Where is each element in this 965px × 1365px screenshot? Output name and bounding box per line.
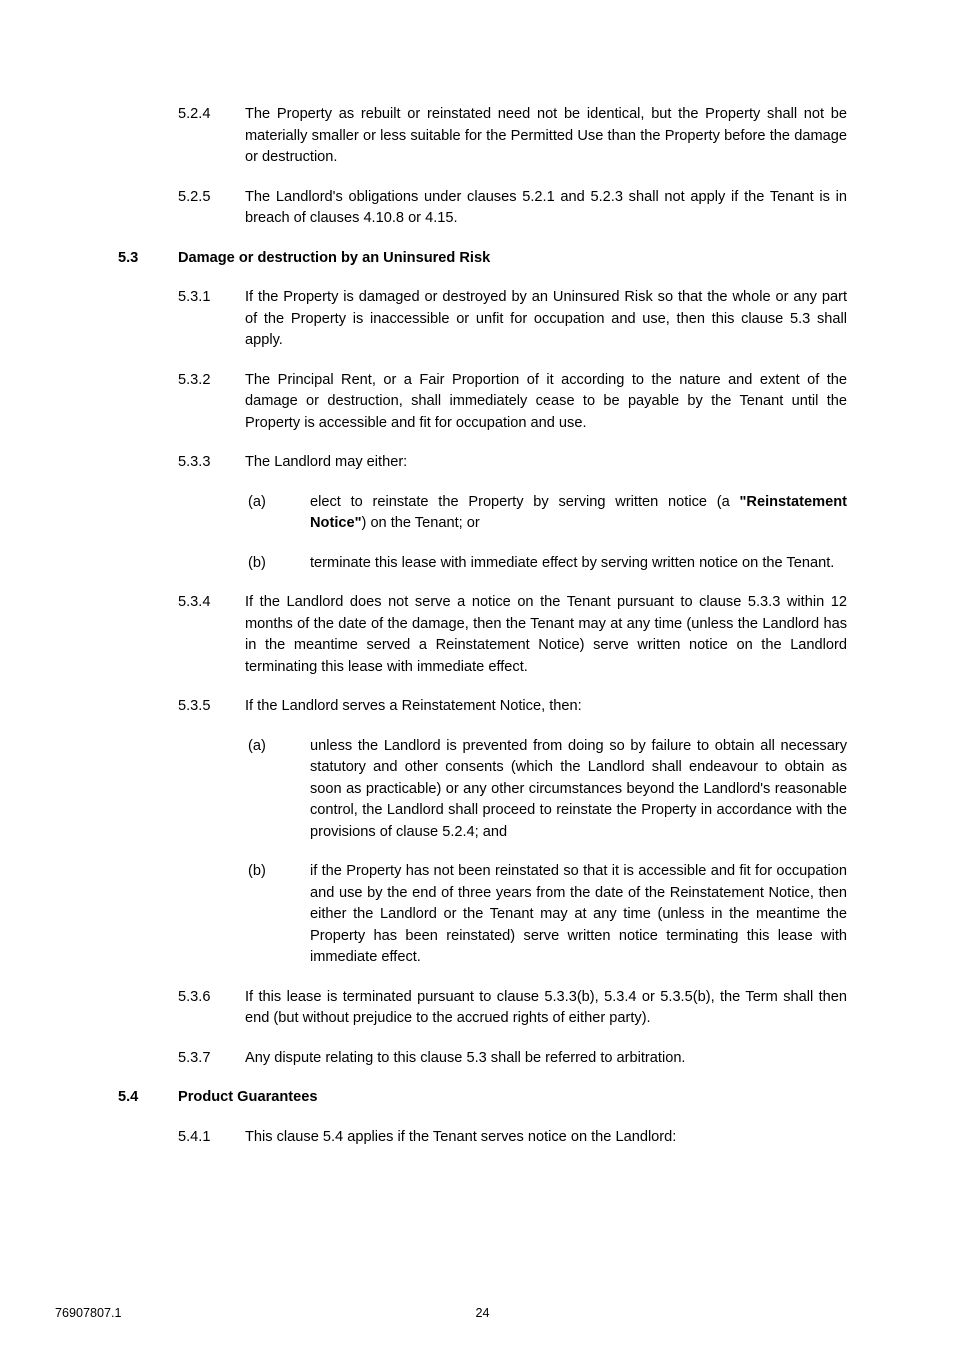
clause-item [118,987,847,1030]
clause-number: 5.3.4 [178,594,211,610]
clause-item [118,553,847,575]
clause-number: 5.4.1 [178,1128,211,1145]
clause-text: unless the Landlord is prevented from doing so by failure to obtain all necessary statutory and other consents (which the Landlord shall endeavour to obtain as soon as practicable) or any other circumstances beyond the Landlord's reasonable control, the Landlord shall proceed to reinstate the Property in accordance with the provisions of clause 5.2.4; and [310,737,847,840]
clause-item [118,592,847,678]
clause-item [118,287,847,352]
clause-text: If the Landlord does not serve a notice on the Tenant pursuant to clause 5.3.3 within 12 months of the date of the damage, then the Tenant may at any time (unless the Landlord has in the meantime served a Reinstatement Notice) serve written notice on the Landlord terminating this lease with immediate effect. [245,594,847,675]
clause-text: The Landlord may either: [245,454,408,470]
clause-text: Damage or destruction by an Uninsured Risk [178,249,491,266]
clause-item [118,452,847,474]
clause-number: 5.3.1 [178,289,211,305]
clause-number: 5.3 [118,249,139,266]
clause-item [118,104,847,169]
clause-item [118,696,847,718]
clause-number: 5.3.7 [178,1049,211,1066]
clause-item [118,736,847,844]
clause-text: This clause 5.4 applies if the Tenant serves notice on the Landlord: [245,1128,677,1145]
clause-text: If this lease is terminated pursuant to clause 5.3.3(b), 5.3.4 or 5.3.5(b), the Term shall then end (but without prejudice to the accrued rights of either party). [245,988,847,1026]
clause-number: 5.4 [118,1089,139,1105]
clause-text: If the Property is damaged or destroyed by an Uninsured Risk so that the whole or any part of the Property is inaccessible or unfit for occupation and use, then this clause 5.3 shall apply. [245,289,847,348]
clause-text: if the Property has not been reinstated so that it is accessible and fit for occupation and use by the end of three years from the date of the Reinstatement Notice, then either the Landlord or the Tenant may at any time (unless in the meantime the Property has been reinstated) serve written notice terminating this lease with immediate effect. [310,863,847,965]
footer-page-number: 24 [475,1306,490,1320]
clause-heading [118,248,847,270]
clause-text: If the Landlord serves a Reinstatement Notice, then: [245,698,582,714]
clause-number: 5.2.4 [178,106,211,122]
clause-text: Product Guarantees [178,1089,318,1105]
clause-number: 5.3.2 [178,371,211,388]
clause-text [310,492,847,535]
footer-reference: 76907807.1 [55,1306,122,1320]
clause-number: (b) [248,554,266,571]
clause-text: The Landlord's obligations under clauses 5.2.1 and 5.2.3 shall not apply if the Tenant is in breach of clauses 4.10.8 or 4.15. [245,188,847,226]
clause-text-part: ) on the Tenant; or [361,515,480,531]
clause-item [118,187,847,230]
clause-item [118,1048,847,1070]
clause-text-part: elect to reinstate the Property by serving written notice (a [310,493,740,510]
clause-heading [118,1087,847,1109]
page-footer [0,1301,965,1321]
clause-number: 5.3.5 [178,698,211,714]
clause-item [118,492,847,535]
defined-term: "Reinstatement Notice" [310,493,847,531]
clause-text: The Property as rebuilt or reinstated need not be identical, but the Property shall not be materially smaller or less suitable for the Permitted Use than the Property before the damage or destruction. [245,106,847,165]
clause-text: terminate this lease with immediate effect by serving written notice on the Tenant. [310,554,835,571]
clause-number: 5.2.5 [178,188,211,205]
clause-number: 5.3.3 [178,454,211,470]
clause-list [118,104,847,1148]
clause-number: (b) [248,863,266,879]
clause-number: (a) [248,493,266,510]
clause-number: (a) [248,737,266,754]
clause-item [118,370,847,435]
clause-number: 5.3.6 [178,988,211,1005]
clause-item [118,1127,847,1149]
clause-item [118,861,847,969]
clause-text: The Principal Rent, or a Fair Proportion of it according to the nature and extent of the damage or destruction, shall immediately cease to be payable by the Tenant until the Property is accessible and fit for occupation and use. [245,371,847,431]
clause-text: Any dispute relating to this clause 5.3 shall be referred to arbitration. [245,1049,686,1066]
